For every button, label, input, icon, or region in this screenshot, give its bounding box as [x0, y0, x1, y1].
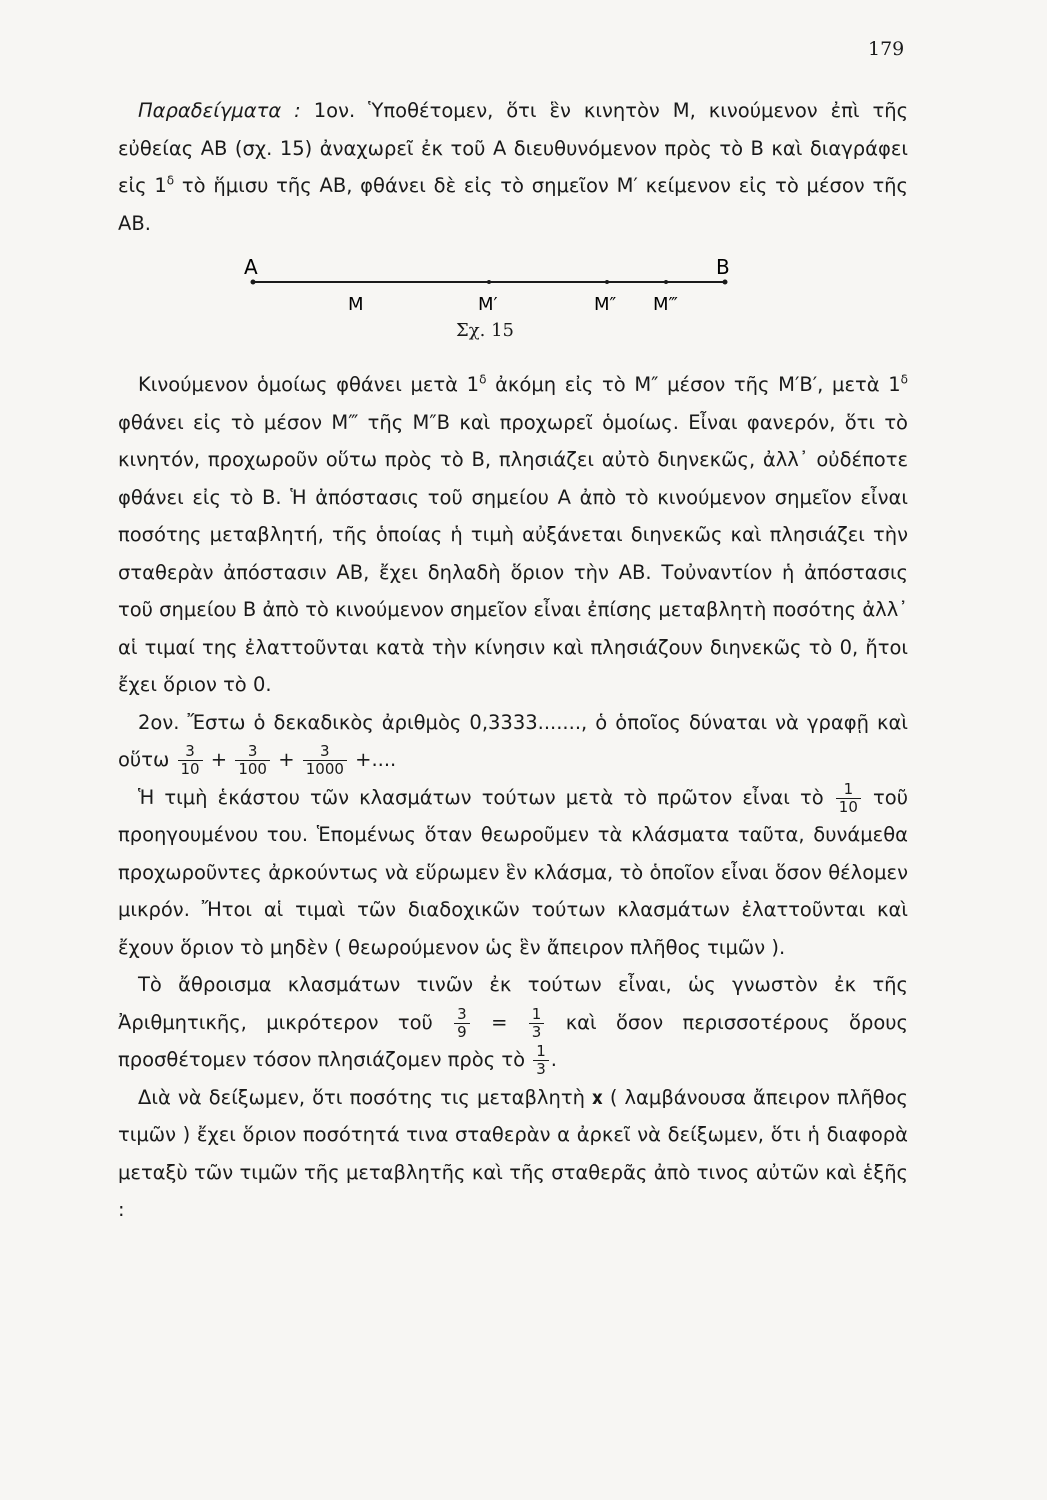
numerator: 1	[531, 1004, 542, 1023]
point-b-dot	[723, 280, 728, 285]
point-m3-dot	[664, 280, 668, 284]
superscript: δ	[479, 372, 487, 387]
point-a-dot	[251, 280, 256, 285]
numerator: 1	[843, 779, 854, 798]
superscript: δ	[166, 173, 175, 188]
label-m-double-prime: Μ″	[594, 294, 617, 315]
label-a: Α	[244, 255, 258, 279]
denominator: 10	[178, 760, 203, 778]
paragraph-text: Κινούμενον ὁμοίως φθάνει μετὰ 1	[138, 373, 480, 396]
paragraph-text: 1ον. Ὑποθέτομεν, ὅτι ἓν κινητὸν Μ, κινούμενον ἐπὶ τῆς εὐθείας ΑΒ (σχ. 15) ἀναχωρεῖ ἐκ τοῦ Α διευθυνόμενον πρὸς τὸ Β καὶ διαγράφει εἰς 1	[118, 99, 909, 197]
numerator: 1	[536, 1042, 546, 1060]
paragraph-decimal	[118, 704, 908, 779]
paragraph-examples	[118, 92, 908, 242]
paragraph-limit-definition	[118, 1079, 908, 1229]
numerator: 3	[247, 742, 258, 760]
label-m-triple-prime: Μ‴	[653, 294, 678, 315]
paragraph-text: τοῦ προηγουμένου του. Ἑπομένως ὅταν θεωροῦμεν τὰ κλάσματα ταῦτα, δυνάμεθα προχωροῦντες ἀρκούντως νὰ εὕρωμεν ἓν κλάσμα, τὸ ὁποῖον εἶναι ὅσον θέλομεν μικρόν. Ἤτοι αἱ τιμαὶ τῶν διαδοχικῶν τούτων κλασμάτων ἐλαττοῦνται καὶ ἔχουν ὅριον τὸ μηδὲν ( θεωρούμενον ὡς ἓν ἄπειρον πλῆθος τιμῶν ).	[118, 785, 908, 959]
paragraph-text: τὸ ἥμισυ τῆς ΑΒ, φθάνει δὲ εἰς τὸ σημεῖον Μ′ κείμενον εἰς τὸ μέσον τῆς ΑΒ.	[118, 174, 908, 235]
fraction-1-3	[529, 1006, 545, 1041]
fraction-3-10	[178, 743, 203, 778]
denominator: 1000	[303, 760, 347, 778]
page-number: 179	[868, 38, 905, 60]
denominator: 10	[836, 798, 861, 816]
label-m-prime: Μ′	[478, 294, 498, 315]
superscript: δ	[900, 372, 908, 387]
figure-15	[118, 248, 908, 366]
label-m: Μ	[348, 294, 364, 315]
point-m1-dot	[487, 280, 491, 284]
segment-diagram	[118, 248, 908, 366]
fraction-3-100	[235, 743, 270, 778]
plus-sign: +	[278, 748, 295, 771]
equals-sign: =	[491, 1010, 508, 1034]
point-m2-dot	[605, 280, 609, 284]
numerator: 3	[185, 742, 195, 760]
denominator: 100	[235, 760, 270, 778]
denominator: 3	[533, 1060, 549, 1078]
paragraph-text: 2ον. Ἔστω ὁ δεκαδικὸς ἀριθμὸς 0,3333......., ὁ ὁποῖος δύναται νὰ γραφῇ καὶ οὕτω	[118, 710, 908, 771]
paragraph-sum	[118, 966, 908, 1079]
paragraph-moving-point	[118, 366, 908, 704]
fraction-3-9	[454, 1006, 470, 1041]
examples-label: Παραδείγματα :	[138, 99, 301, 122]
paragraph-text: καὶ ὅσον περισσοτέρους ὅρους προσθέτομεν τόσον πλησιάζομεν πρὸς τὸ	[118, 1010, 909, 1071]
paragraph-fractions	[118, 779, 908, 967]
paragraph-text: Διὰ νὰ δείξωμεν, ὅτι ποσότης τις μεταβλητὴ 𝐱 ( λαμβάνουσα ἄπειρον πλῆθος τιμῶν ) ἔχει ὅριον ποσότητά τινα σταθερὰν α ἀρκεῖ νὰ δείξωμεν, ὅτι ἡ διαφορὰ μεταξὺ τῶν τιμῶν τῆς μεταβλητῆς καὶ τῆς σταθερᾶς ἀπὸ τινος αὐτῶν καὶ ἑξῆς :	[118, 1085, 908, 1221]
paragraph-text: φθάνει εἰς τὸ μέσον Μ‴ τῆς Μ″Β καὶ προχωρεῖ ὁμοίως. Εἶναι φανερόν, ὅτι τὸ κινητόν, προχωροῦν οὕτω πρὸς τὸ Β, πλησιάζει αὐτὸ διηνεκῶς, ἀλλ᾽ οὐδέποτε φθάνει εἰς τὸ Β. Ἡ ἀπόστασις τοῦ σημείου Α ἀπὸ τὸ κινούμενον σημεῖον εἶναι ποσότης μεταβλητή, τῆς ὁποίας ἡ τιμὴ αὐξάνεται διηνεκῶς καὶ πλησιάζει τὴν σταθερὰν ἀπόστασιν ΑΒ, ἔχει δηλαδὴ ὅριον τὴν ΑΒ. Τοὐναντίον ἡ ἀπόστασις τοῦ σημείου Β ἀπὸ τὸ κινούμενον σημεῖον εἶναι ἐπίσης μεταβλητὴ ποσότης ἀλλ᾽ αἱ τιμαί της ἐλαττοῦνται κατὰ τὴν κίνησιν καὶ πλησιάζουν διηνεκῶς τὸ 0, ἤτοι ἔχει ὅριον τὸ 0.	[118, 410, 908, 696]
paragraph-text: Τὸ ἄθροισμα κλασμάτων τινῶν ἐκ τούτων εἶναι, ὡς γνωστὸν ἐκ τῆς Ἀριθμητικῆς, μικρότερον τοῦ	[118, 973, 908, 1034]
page-body	[118, 92, 908, 1229]
plus-sign: +	[210, 748, 228, 771]
numerator: 3	[320, 742, 330, 760]
denominator: 9	[454, 1023, 470, 1041]
fraction-1-3-limit	[533, 1043, 549, 1078]
paragraph-text: Ἡ τιμὴ ἑκάστου τῶν κλασμάτων τούτων μετὰ τὸ πρῶτον εἶναι τὸ	[138, 785, 824, 809]
paragraph-text: ἀκόμη εἰς τὸ Μ″ μέσον τῆς Μ′Β′, μετὰ 1	[486, 373, 901, 396]
numerator: 3	[457, 1004, 467, 1023]
fraction-3-1000	[303, 743, 347, 778]
denominator: 3	[529, 1023, 545, 1041]
figure-caption: Σχ. 15	[456, 320, 514, 341]
series-tail: +....	[355, 748, 397, 771]
label-b: Β	[716, 255, 730, 279]
fraction-1-10	[836, 781, 861, 816]
period: .	[550, 1048, 557, 1071]
